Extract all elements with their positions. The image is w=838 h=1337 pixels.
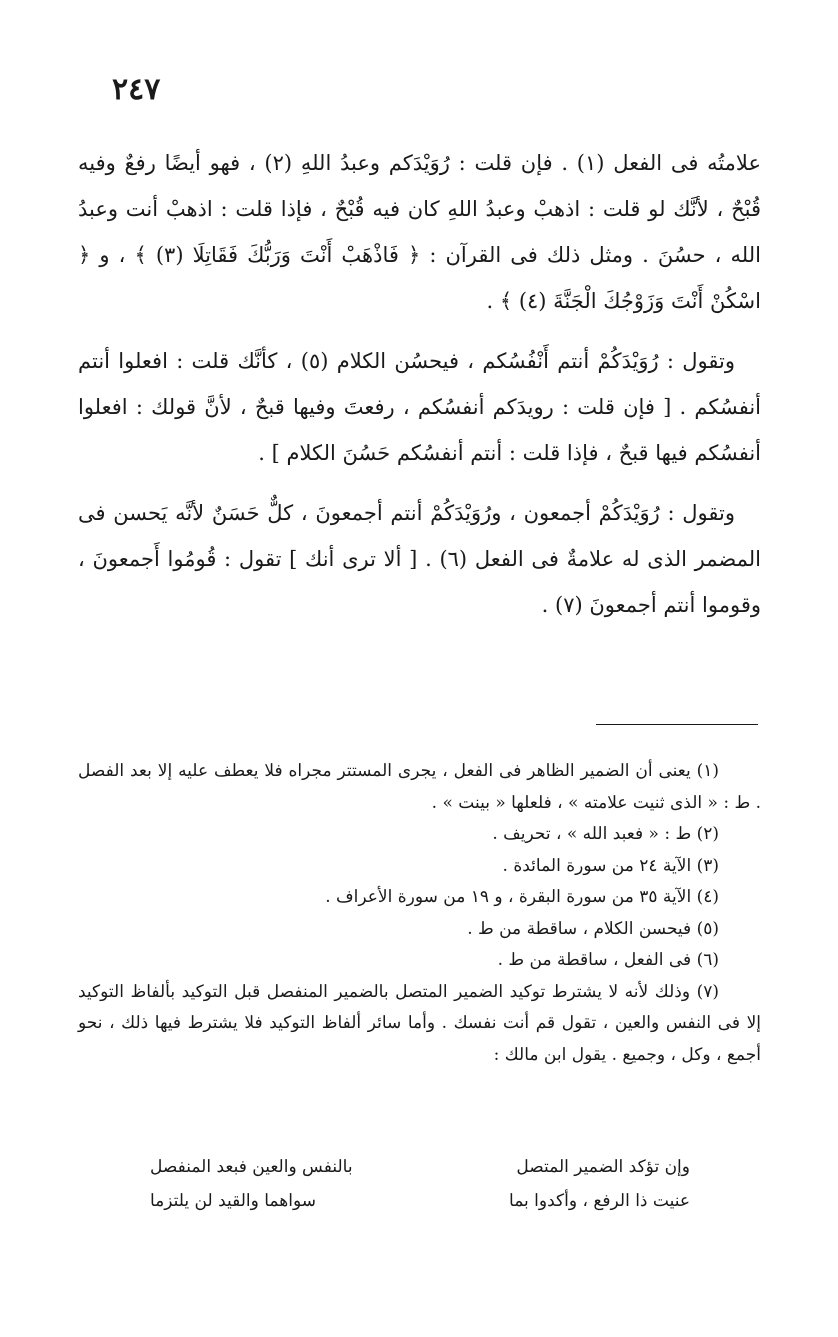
main-paragraph: وتقول : رُوَيْدَكُمْ أنتم أَنْفُسُكم ، فيحسُن الكلام (٥) ، كأنَّك قلت : افعلوا أنتم أنفسُكم . [ فإن قلت : رويدَكم أنفسُكم ، رفعتَ وفيها قبحٌ ، لأنَّ قولك : افعلوا أنفسُكم فيها قبحٌ ، فإذا قلت : أنتم أنفسُكم حَسُنَ الكلام ] . [78,349,761,465]
footnotes [78,756,761,1071]
poem-verse [150,1150,690,1184]
footnote-6: (٦) فى الفعل ، ساقطة من ط . [497,950,719,970]
footnote-5: (٥) فيحسن الكلام ، ساقطة من ط . [467,918,719,939]
poem [150,1150,690,1218]
poem-hemistich-second: سواهما والقيد لن يلتزما [150,1191,316,1211]
footnote-7: (٧) وذلك لأنه لا يشترط توكيد الضمير المتصل بالضمير المنفصل قبل التوكيد بألفاظ التوكيد إلا فى النفس والعين ، تقول قم أنت نفسك . وأما سائر ألفاظ التوكيد فلا يشترط فيها ذلك ، نحو أجمع ، وكل ، وجميع . يقول ابن مالك : [78,981,761,1065]
footnote-2: (٢) ط : « فعبد الله » ، تحريف . [492,824,719,844]
main-paragraph: علامتُه فى الفعل (١) . فإن قلت : رُوَيْدَكم وعبدُ اللهِ (٢) ، فهو أيضًا رفعٌ وفيه قُبْحٌ ، لأنَّك لو قلت : اذهبْ وعبدُ اللهِ كان فيه قُبْحٌ ، فإذا قلت : اذهبْ أنت وعبدُ الله ، حسُنَ . ومثل ذلك فى القرآن : ﴿ فَاذْهَبْ أَنْتَ وَرَبُّكَ فَقَاتِلَا (٣) ﴾ ، و ﴿ اسْكُنْ أَنْتَ وَزَوْجُكَ الْجَنَّةَ (٤) ﴾ . [78,151,761,313]
footnote-1: (١) يعنى أن الضمير الظاهر فى الفعل ، يجرى المستتر مجراه فلا يعطف عليه إلا بعد الفصل . ط : « الذى ثنيت علامته » ، فلعلها « بينت » . [78,761,761,813]
main-text [78,140,761,642]
footnote-3: (٣) الآية ٢٤ من سورة المائدة . [502,855,719,876]
poem-hemistich-second: بالنفس والعين فبعد المنفصل [150,1157,353,1177]
poem-hemistich-first: وإن تؤكد الضمير المتصل [516,1157,690,1177]
poem-hemistich-first: عنيت ذا الرفع ، وأكدوا بما [509,1191,690,1211]
footnote-4: (٤) الآية ٣٥ من سورة البقرة ، و ١٩ من سورة الأعراف . [325,887,719,907]
main-paragraph: وتقول : رُوَيْدَكُمْ أجمعون ، ورُوَيْدَكُمْ أنتم أجمعونَ ، كلٌّ حَسَنٌ لأنَّه يَحسن فى المضمر الذى له علامةٌ فى الفعل (٦) . [ ألا ترى أنك ] تقول : قُومُوا أَجمعونَ ، وقوموا أنتم أجمعونَ (٧) . [78,501,761,617]
poem-verse [150,1184,690,1218]
page-number: ٢٤٧ [112,72,161,107]
footnote-divider [596,724,758,725]
